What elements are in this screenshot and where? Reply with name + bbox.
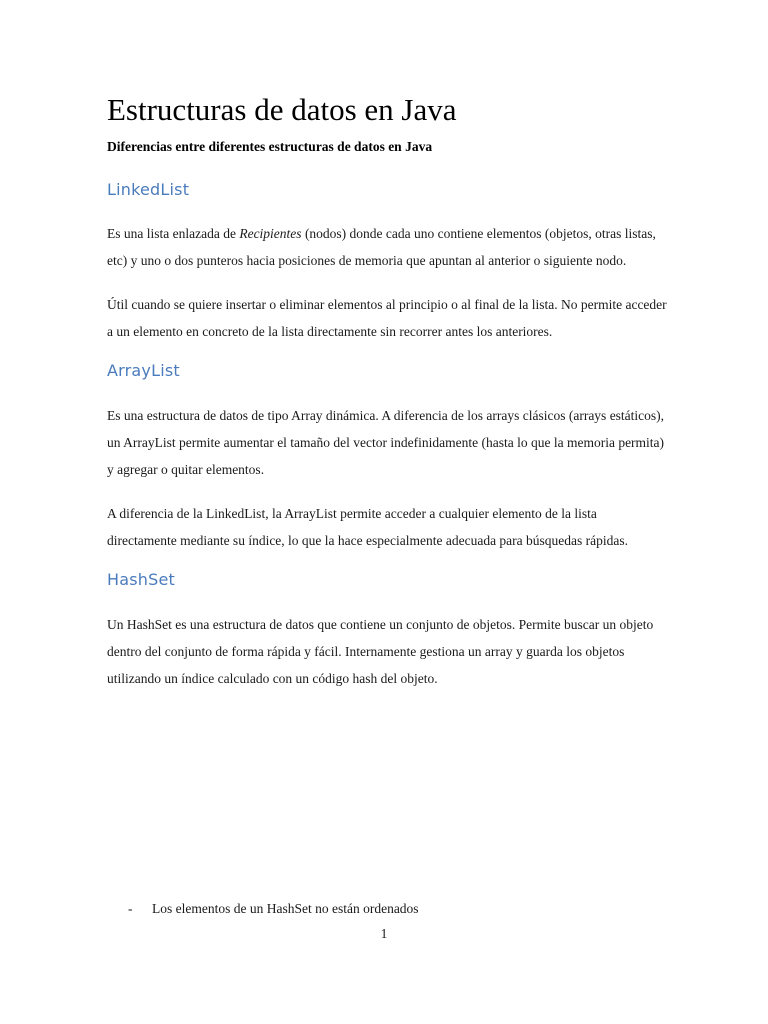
bullet-marker: - <box>128 901 133 916</box>
section-heading-hashset: HashSet <box>107 570 175 589</box>
paragraph-text: Es una lista enlazada de <box>107 226 240 241</box>
arraylist-paragraph-1: Es una estructura de datos de tipo Array dinámica. A diferencia de los arrays clásicos (arrays estáticos), un ArrayList permite aumentar el tamaño del vector indefinidamente (hasta lo que la memoria permita) y agregar o quitar elementos. <box>107 408 665 477</box>
bullet-list <box>128 898 419 920</box>
emphasis-text: Recipientes <box>239 226 302 241</box>
linkedlist-paragraph-2: Útil cuando se quiere insertar o eliminar elementos al principio o al final de la lista. No permite acceder a un elemento en concreto de la lista directamente sin recorrer antes los anteriores. <box>107 297 667 339</box>
paragraph-text: (nodos) donde cada uno contiene elementos (objetos, otras listas, etc) y uno o dos punteros hacia posiciones de memoria que apuntan al anterior o siguiente nodo. <box>107 226 656 268</box>
arraylist-paragraph-2: A diferencia de la LinkedList, la ArrayList permite acceder a cualquier elemento de la lista directamente mediante su índice, lo que la hace especialmente adecuada para búsquedas rápidas. <box>107 506 629 548</box>
page-number-text: 1 <box>380 926 388 941</box>
linkedlist-paragraph-1 <box>107 220 667 274</box>
bullet-text: Los elementos de un HashSet no están ordenados <box>152 901 419 916</box>
section-heading-arraylist: ArrayList <box>107 361 180 380</box>
section-heading-linkedlist: LinkedList <box>107 180 190 199</box>
list-item <box>128 898 419 920</box>
hashset-paragraph-1: Un HashSet es una estructura de datos que contiene un conjunto de objetos. Permite buscar un objeto dentro del conjunto de forma rápida y fácil. Internamente gestiona un array y guarda los objetos utilizando un índice calculado con un código hash del objeto. <box>107 617 654 686</box>
page-number <box>0 926 768 942</box>
document-subtitle: Diferencias entre diferentes estructuras de datos en Java <box>107 139 433 154</box>
document-title: Estructuras de datos en Java <box>107 92 457 127</box>
document-body <box>107 92 667 692</box>
